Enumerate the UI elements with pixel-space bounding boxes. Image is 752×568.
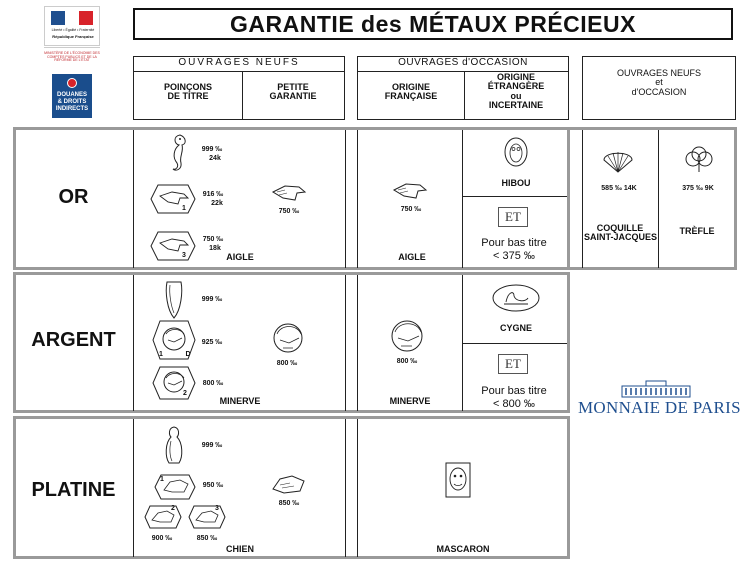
or-titre-750-k: 18k — [209, 245, 221, 252]
scallop-shell-icon — [602, 148, 634, 174]
argent-mark-925-letter: D — [185, 351, 191, 358]
minerva-head-icon — [271, 320, 305, 356]
platine-petite-garantie-value: 850 ‰ — [278, 500, 300, 507]
or-titre-916-k: 22k — [211, 200, 223, 207]
eagle-hexagon-916-icon — [150, 184, 196, 214]
ouvrages-occasion-label: OUVRAGES d'OCCASION — [398, 57, 528, 68]
et-mark-argent — [498, 354, 528, 374]
ministry-logo — [44, 47, 100, 71]
or-neufs-name: AIGLE — [226, 252, 254, 262]
page-title: GARANTIE des MÉTAUX PRÉCIEUX — [133, 8, 733, 40]
or-hibou: HIBOU — [501, 178, 531, 188]
or-coquille-name: COQUILLE SAINT-JACQUES — [584, 223, 658, 243]
platine-mark-900-num: 2 — [171, 505, 175, 512]
row-label-argent: ARGENT — [31, 329, 116, 351]
header-ouvrages-neufs — [133, 56, 345, 120]
or-mark-916-num: 1 — [182, 205, 186, 212]
platine-mark-950-num: 1 — [160, 476, 164, 483]
or-titre-999: 999 ‰ — [201, 146, 223, 153]
et-mark-or — [498, 207, 528, 227]
owl-icon — [504, 137, 528, 167]
republic-text: République Française — [52, 34, 94, 39]
argent-titre-925: 925 ‰ — [201, 339, 223, 346]
argent-neufs-name: MINERVE — [219, 396, 261, 406]
ministry-text: MINISTÈRE DE L'ÉCONOMIE DES COMPTES PUBLICS ET DE LA RÉFORME DE L'ÉTAT — [44, 51, 100, 63]
et-mark-argent-text: ET — [505, 356, 521, 371]
minerva-occasion-icon — [388, 318, 426, 354]
eagle-head-icon — [271, 182, 307, 204]
poincons-de-titre-label: POINÇONS DE TITRE — [163, 82, 212, 102]
argent-petite-garantie-value: 800 ‰ — [276, 360, 298, 367]
monnaie-de-paris-logo: MONNAIE DE PARIS — [578, 398, 741, 417]
douanes-line1: DOUANES — [56, 92, 87, 98]
origine-francaise-label: ORIGINE FRANÇAISE — [384, 82, 438, 102]
argent-mark-925-num: 1 — [159, 351, 163, 358]
argent-titre-999: 999 ‰ — [201, 296, 223, 303]
row-label-platine: PLATINE — [31, 479, 116, 501]
platine-titre-850: 850 ‰ — [196, 535, 218, 542]
header-ouvrages-occasion — [357, 56, 569, 120]
amphora-icon — [163, 280, 185, 320]
penguin-icon — [163, 425, 185, 465]
or-coquille-value: 585 ‰ 14K — [601, 185, 637, 192]
swan-icon — [492, 284, 540, 312]
platine-titre-950: 950 ‰ — [202, 482, 224, 489]
row-label-or: OR — [58, 186, 89, 208]
argent-titre-800: 800 ‰ — [202, 380, 224, 387]
argent-occasion-fr-value: 800 ‰ — [396, 358, 418, 365]
or-trefle-value: 375 ‰ 9K — [682, 185, 714, 192]
argent-mark-800-num: 2 — [183, 390, 187, 397]
or-titre-750: 750 ‰ — [202, 236, 224, 243]
monnaie-de-paris-building-icon — [622, 381, 690, 397]
neufs-et-occasion-label: OUVRAGES NEUFS et d'OCCASION — [616, 68, 701, 97]
or-trefle-name: TRÈFLE — [679, 226, 715, 236]
argent-bas-titre: Pour bas titre < 800 ‰ — [481, 385, 547, 410]
petite-garantie-label: PETITE GARANTIE — [269, 82, 317, 102]
clover-icon — [683, 146, 715, 174]
or-occasion-fr-name: AIGLE — [398, 252, 426, 262]
argent-occasion-fr-name: MINERVE — [389, 396, 431, 406]
origine-etrangere-label: ORIGINE ÉTRANGÈRE ou INCERTAINE — [487, 72, 545, 111]
platine-titre-999: 999 ‰ — [201, 442, 223, 449]
platine-titre-900: 900 ‰ — [151, 535, 173, 542]
dog-head-icon — [270, 473, 308, 497]
or-mark-750-num: 3 — [182, 252, 186, 259]
or-bas-titre: Pour bas titre < 375 ‰ — [481, 237, 547, 262]
header-neufs-et-occasion — [582, 56, 736, 120]
douanes-line3: INDIRECTS — [55, 106, 89, 112]
platine-mark-850-num: 3 — [215, 505, 219, 512]
mascaron-icon — [445, 462, 471, 498]
or-titre-916: 916 ‰ — [202, 191, 224, 198]
or-petite-garantie-value: 750 ‰ — [278, 208, 300, 215]
or-occasion-fr-value: 750 ‰ — [400, 206, 422, 213]
marianne-logo — [44, 6, 100, 46]
et-mark-or-text: ET — [505, 209, 521, 224]
minerva-800-icon — [152, 366, 196, 400]
ouvrages-neufs-label: OUVRAGES NEUFS — [178, 57, 300, 68]
marianne-text: Liberté • Égalité • Fraternité — [51, 28, 95, 32]
or-titre-999-k: 24k — [209, 155, 221, 162]
platine-occasion-name: MASCARON — [436, 544, 490, 554]
platine-neufs-name: CHIEN — [225, 544, 254, 554]
eagle-head-occasion-icon — [392, 180, 428, 202]
eagle-hexagon-750-icon — [150, 231, 196, 261]
seahorse-icon — [168, 133, 190, 173]
douanes-line2: & DROITS — [57, 99, 87, 105]
douanes-logo — [52, 74, 92, 118]
argent-cygne: CYGNE — [499, 323, 532, 333]
